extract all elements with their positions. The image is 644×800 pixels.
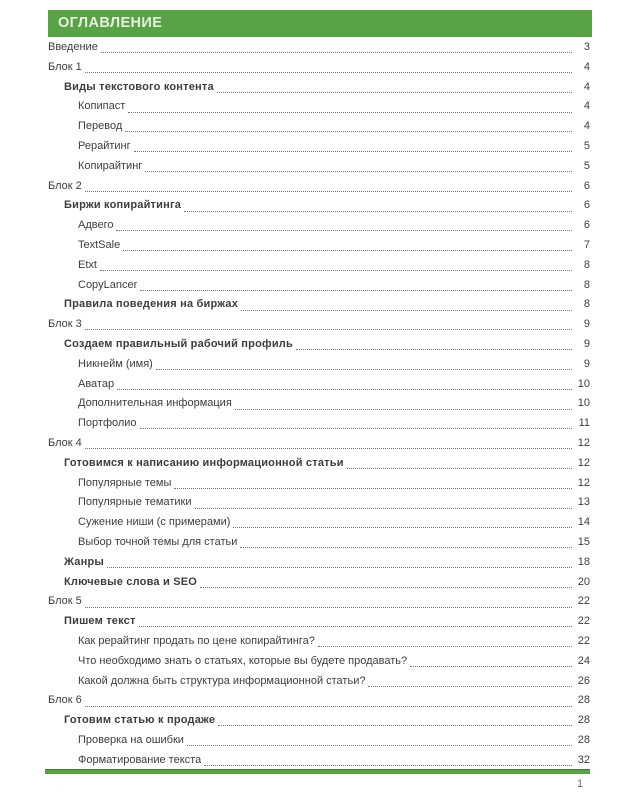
toc-entry-page-number: 22 [577, 595, 590, 608]
toc-entry-page-number: 6 [583, 179, 590, 192]
toc-entry-label: Рерайтинг [78, 139, 131, 152]
toc-leader-dots [85, 329, 572, 330]
toc-leader-dots [101, 52, 572, 53]
toc-entry-page-number: 5 [583, 139, 590, 152]
toc-leader-dots [218, 725, 572, 726]
toc-leader-dots [200, 587, 572, 588]
toc-entry-label: Форматирование текста [78, 753, 202, 766]
toc-list [48, 38, 590, 770]
toc-entry-label: Дополнительная информация [78, 397, 232, 410]
toc-entry[interactable] [48, 434, 590, 454]
toc-entry-page-number: 4 [583, 100, 590, 113]
toc-leader-dots [85, 607, 572, 608]
toc-entry-page-number: 7 [583, 238, 590, 251]
toc-leader-dots [134, 151, 572, 152]
toc-leader-dots [85, 706, 572, 707]
toc-leader-dots [123, 250, 572, 251]
toc-entry-label: Виды текстового контента [64, 80, 214, 93]
toc-entry[interactable] [48, 196, 590, 216]
toc-entry[interactable] [48, 652, 590, 672]
toc-entry-label: Как рерайтинг продать по цене копирайтинга? [78, 634, 315, 647]
toc-entry-label: Жанры [64, 555, 104, 568]
toc-entry[interactable] [48, 97, 590, 117]
toc-entry-page-number: 4 [583, 60, 590, 73]
toc-entry-page-number: 12 [577, 456, 590, 469]
toc-entry[interactable] [48, 38, 590, 58]
toc-leader-dots [139, 626, 572, 627]
toc-entry-label: Блок 4 [48, 436, 82, 449]
toc-leader-dots [125, 131, 572, 132]
toc-entry[interactable] [48, 216, 590, 236]
toc-entry[interactable] [48, 533, 590, 553]
toc-leader-dots [174, 488, 572, 489]
toc-entry[interactable] [48, 474, 590, 494]
toc-entry-label: Какой должна быть структура информационной статьи? [78, 674, 366, 687]
toc-entry[interactable] [48, 612, 590, 632]
toc-leader-dots [117, 389, 572, 390]
toc-entry-label: Никнейм (имя) [78, 357, 153, 370]
toc-entry-label: Копипаст [78, 100, 126, 113]
toc-leader-dots [116, 230, 572, 231]
toc-leader-dots [195, 508, 573, 509]
toc-entry-label: Блок 2 [48, 179, 82, 192]
toc-entry[interactable] [48, 315, 590, 335]
toc-entry-page-number: 32 [577, 753, 590, 766]
toc-entry[interactable] [48, 672, 590, 692]
toc-entry-label: Проверка на ошибки [78, 733, 184, 746]
toc-entry[interactable] [48, 58, 590, 78]
toc-entry-label: Что необходимо знать о статьях, которые вы будете продавать? [78, 654, 408, 667]
toc-leader-dots [85, 191, 572, 192]
toc-leader-dots [100, 270, 572, 271]
toc-entry[interactable] [48, 335, 590, 355]
toc-leader-dots [347, 468, 572, 469]
toc-leader-dots [217, 92, 572, 93]
toc-entry[interactable] [48, 513, 590, 533]
toc-entry-page-number: 12 [577, 436, 590, 449]
toc-entry-page-number: 9 [583, 357, 590, 370]
toc-entry[interactable] [48, 177, 590, 197]
toc-entry-page-number: 28 [577, 694, 590, 707]
toc-entry[interactable] [48, 751, 590, 771]
footer-page-number: 1 [576, 778, 584, 790]
toc-entry[interactable] [48, 454, 590, 474]
toc-entry-page-number: 18 [577, 555, 590, 568]
toc-entry-label: Выбор точной темы для статьи [78, 535, 238, 548]
toc-entry-label: Правила поведения на биржах [64, 298, 239, 311]
toc-entry-label: Копирайтинг [78, 159, 143, 172]
toc-entry-label: Создаем правильный рабочий профиль [64, 337, 293, 350]
toc-entry-page-number: 22 [577, 615, 590, 628]
toc-entry-label: Блок 5 [48, 595, 82, 608]
toc-entry[interactable] [48, 256, 590, 276]
toc-leader-dots [241, 310, 572, 311]
toc-leader-dots [410, 666, 572, 667]
toc-entry-page-number: 5 [583, 159, 590, 172]
toc-leader-dots [233, 527, 572, 528]
toc-entry-label: Популярные темы [78, 476, 172, 489]
toc-entry-label: Портфолио [78, 417, 137, 430]
toc-entry-label: Адвего [78, 219, 114, 232]
toc-entry-page-number: 28 [577, 733, 590, 746]
toc-entry-label: Аватар [78, 377, 115, 390]
toc-entry[interactable] [48, 276, 590, 296]
toc-entry-label: Блок 1 [48, 60, 82, 73]
toc-entry-page-number: 13 [577, 496, 590, 509]
toc-entry[interactable] [48, 157, 590, 177]
toc-entry[interactable] [48, 375, 590, 395]
toc-entry-page-number: 6 [583, 199, 590, 212]
toc-leader-dots [156, 369, 572, 370]
toc-entry[interactable] [48, 117, 590, 137]
toc-entry[interactable] [48, 394, 590, 414]
toc-entry-page-number: 28 [577, 714, 590, 727]
toc-entry-label: Etxt [78, 258, 97, 271]
toc-entry[interactable] [48, 493, 590, 513]
toc-entry-label: Блок 6 [48, 694, 82, 707]
toc-entry-page-number: 24 [577, 654, 590, 667]
toc-entry-page-number: 10 [577, 377, 590, 390]
toc-entry[interactable] [48, 691, 590, 711]
toc-entry[interactable] [48, 553, 590, 573]
toc-entry-page-number: 9 [583, 318, 590, 331]
toc-entry-page-number: 12 [577, 476, 590, 489]
toc-leader-dots [368, 686, 572, 687]
toc-entry-page-number: 8 [583, 298, 590, 311]
toc-entry-page-number: 4 [583, 80, 590, 93]
toc-entry[interactable] [48, 414, 590, 434]
toc-entry-page-number: 15 [577, 535, 590, 548]
toc-entry[interactable] [48, 711, 590, 731]
toc-entry-page-number: 3 [583, 41, 590, 53]
toc-entry[interactable] [48, 355, 590, 375]
toc-entry-page-number: 10 [577, 397, 590, 410]
toc-entry-label: Популярные тематики [78, 496, 192, 509]
toc-entry-page-number: 9 [583, 337, 590, 350]
toc-entry-page-number: 14 [577, 516, 590, 529]
footer-smudge-mark: . [60, 782, 63, 792]
toc-leader-dots [240, 547, 572, 548]
toc-leader-dots [140, 428, 572, 429]
toc-entry-page-number: 22 [577, 634, 590, 647]
toc-entry[interactable] [48, 573, 590, 593]
toc-entry[interactable] [48, 236, 590, 256]
footer-divider [45, 769, 590, 774]
toc-leader-dots [318, 646, 572, 647]
toc-leader-dots [85, 448, 572, 449]
toc-entry-label: Ключевые слова и SEO [64, 575, 198, 588]
toc-leader-dots [187, 745, 572, 746]
toc-leader-dots [107, 567, 572, 568]
toc-entry-page-number: 4 [583, 120, 590, 133]
toc-entry-label: Готовим статью к продаже [64, 714, 216, 727]
toc-entry-label: Перевод [78, 120, 123, 133]
toc-entry-page-number: 8 [583, 278, 590, 291]
toc-entry-label: Блок 3 [48, 318, 82, 331]
toc-entry[interactable] [48, 632, 590, 652]
toc-entry-page-number: 6 [583, 219, 590, 232]
toc-leader-dots [128, 112, 572, 113]
toc-entry-page-number: 26 [577, 674, 590, 687]
toc-entry-label: CopyLancer [78, 278, 138, 291]
toc-leader-dots [140, 290, 572, 291]
toc-entry[interactable] [48, 78, 590, 98]
toc-entry-label: Готовимся к написанию информационной статьи [64, 456, 344, 469]
toc-leader-dots [204, 765, 572, 766]
toc-entry[interactable] [48, 731, 590, 751]
toc-entry-page-number: 8 [583, 258, 590, 271]
toc-entry[interactable] [48, 137, 590, 157]
toc-entry-label: Биржи копирайтинга [64, 199, 182, 212]
toc-entry-page-number: 11 [578, 417, 590, 430]
toc-leader-dots [184, 211, 572, 212]
toc-leader-dots [235, 409, 572, 410]
toc-entry[interactable] [48, 592, 590, 612]
toc-leader-dots [85, 72, 572, 73]
toc-entry-label: Введение [48, 41, 98, 53]
toc-entry[interactable] [48, 295, 590, 315]
toc-leader-dots [296, 349, 572, 350]
toc-heading: ОГЛАВЛЕНИЕ [48, 10, 592, 37]
toc-entry-page-number: 20 [577, 575, 590, 588]
toc-entry-label: Сужение ниши (с примерами) [78, 516, 231, 529]
toc-entry-label: Пишем текст [64, 615, 136, 628]
toc-entry-label: TextSale [78, 238, 121, 251]
toc-leader-dots [145, 171, 572, 172]
